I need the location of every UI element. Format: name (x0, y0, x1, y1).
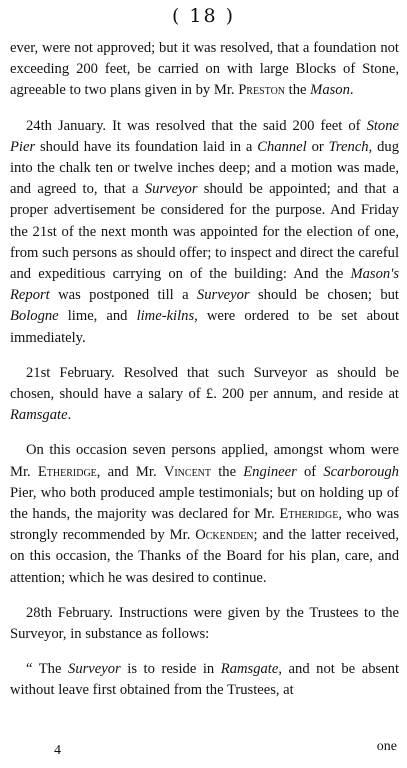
text-run: should have its foundation laid in a (35, 138, 258, 155)
paragraph-resolution-foundation (10, 38, 399, 102)
text-run: . (67, 407, 72, 424)
text-run: the (211, 463, 244, 480)
text-run: Surveyor (196, 287, 250, 304)
text-run: Mason (310, 82, 350, 99)
text-run: Bologne (10, 308, 59, 325)
text-run: Etheridge (279, 506, 339, 523)
text-run: ; and the latter received, on this occasion, the Thanks of the Board for his plan, care, and attention; which he was desired to continue. (10, 527, 399, 586)
text-run: Pier, who both produced ample testimonials; but on holding up of the hands, the majority was declared for Mr. (10, 484, 399, 523)
text-run: Ramsgate (10, 407, 68, 424)
catchword: one (376, 739, 397, 754)
text-run: should be appointed; and that a proper advertisement be considered for the purpose. And Friday the 21st of the next month was appointed for the election of one, from such persons as should offer; to inspect and direct the careful and expeditious carrying on of the building: And the (10, 181, 400, 283)
text-run: Surveyor (68, 661, 121, 678)
text-run: was postponed till a (49, 287, 197, 304)
text-run: ever, were not approved; but it was resolved, that a foundation not exceeding 200 feet, be carried on with large Blocks of Stone, agreeable to two plans given in by Mr. (10, 40, 399, 99)
text-run: 28th February. Instructions were given by the Trustees to the Surveyor, in substance as follows: (10, 604, 399, 643)
paragraph-28th-february (10, 603, 399, 645)
text-run: the (285, 82, 311, 99)
text-run: On this occasion seven persons applied, amongst whom were Mr. (10, 442, 399, 480)
text-run: . (349, 82, 354, 99)
text-run: Surveyor (144, 181, 198, 198)
text-run: is to reside in (120, 661, 221, 678)
paragraph-21st-february (10, 363, 399, 427)
text-run: Etheridge (37, 463, 97, 480)
body-text (10, 38, 399, 702)
text-run: lime-kilns (136, 308, 195, 325)
text-run: “ The (26, 661, 69, 678)
text-run: Preston (238, 82, 286, 99)
text-run: Stone Pier (10, 117, 399, 155)
text-run: , and Mr. (96, 463, 164, 480)
text-run: of (296, 463, 324, 480)
text-run: Trench (328, 138, 369, 155)
page-footer (0, 741, 407, 763)
text-run: , dug into the chalk ten or twelve inches deep; and a motion was made, and agreed to, that a (10, 138, 399, 198)
text-run: , were ordered to be set about immediately. (10, 308, 400, 346)
text-run: Ramsgate (220, 661, 279, 678)
text-run: Engineer (243, 463, 297, 480)
paragraph-instructions-quote (10, 659, 399, 701)
text-run: or (306, 138, 329, 155)
text-run: Channel (257, 138, 307, 155)
signature-mark: 4 (54, 743, 61, 758)
text-run: 21st February. Resolved that such Surveyor as should be chosen, should have a salary of £. 200 per annum, and reside at (10, 364, 399, 403)
text-run: should be chosen; but (249, 287, 399, 304)
text-run: , and not be absent without leave first obtained from the Trustees, at (10, 661, 399, 699)
text-run: , who was strongly recommended by Mr. (10, 506, 400, 544)
text-run: Mason's Report (10, 266, 399, 304)
page-number: ( 18 ) (171, 5, 236, 27)
text-run: Ockenden (195, 527, 254, 544)
text-run: 24th January. It was resolved that the said 200 feet of (26, 117, 367, 134)
text-run: Vincent (163, 463, 212, 480)
paragraph-24th-january (10, 116, 399, 349)
paragraph-surveyor-election (10, 440, 399, 588)
text-run: lime, and (58, 308, 137, 325)
text-run: Scarborough (323, 463, 399, 480)
